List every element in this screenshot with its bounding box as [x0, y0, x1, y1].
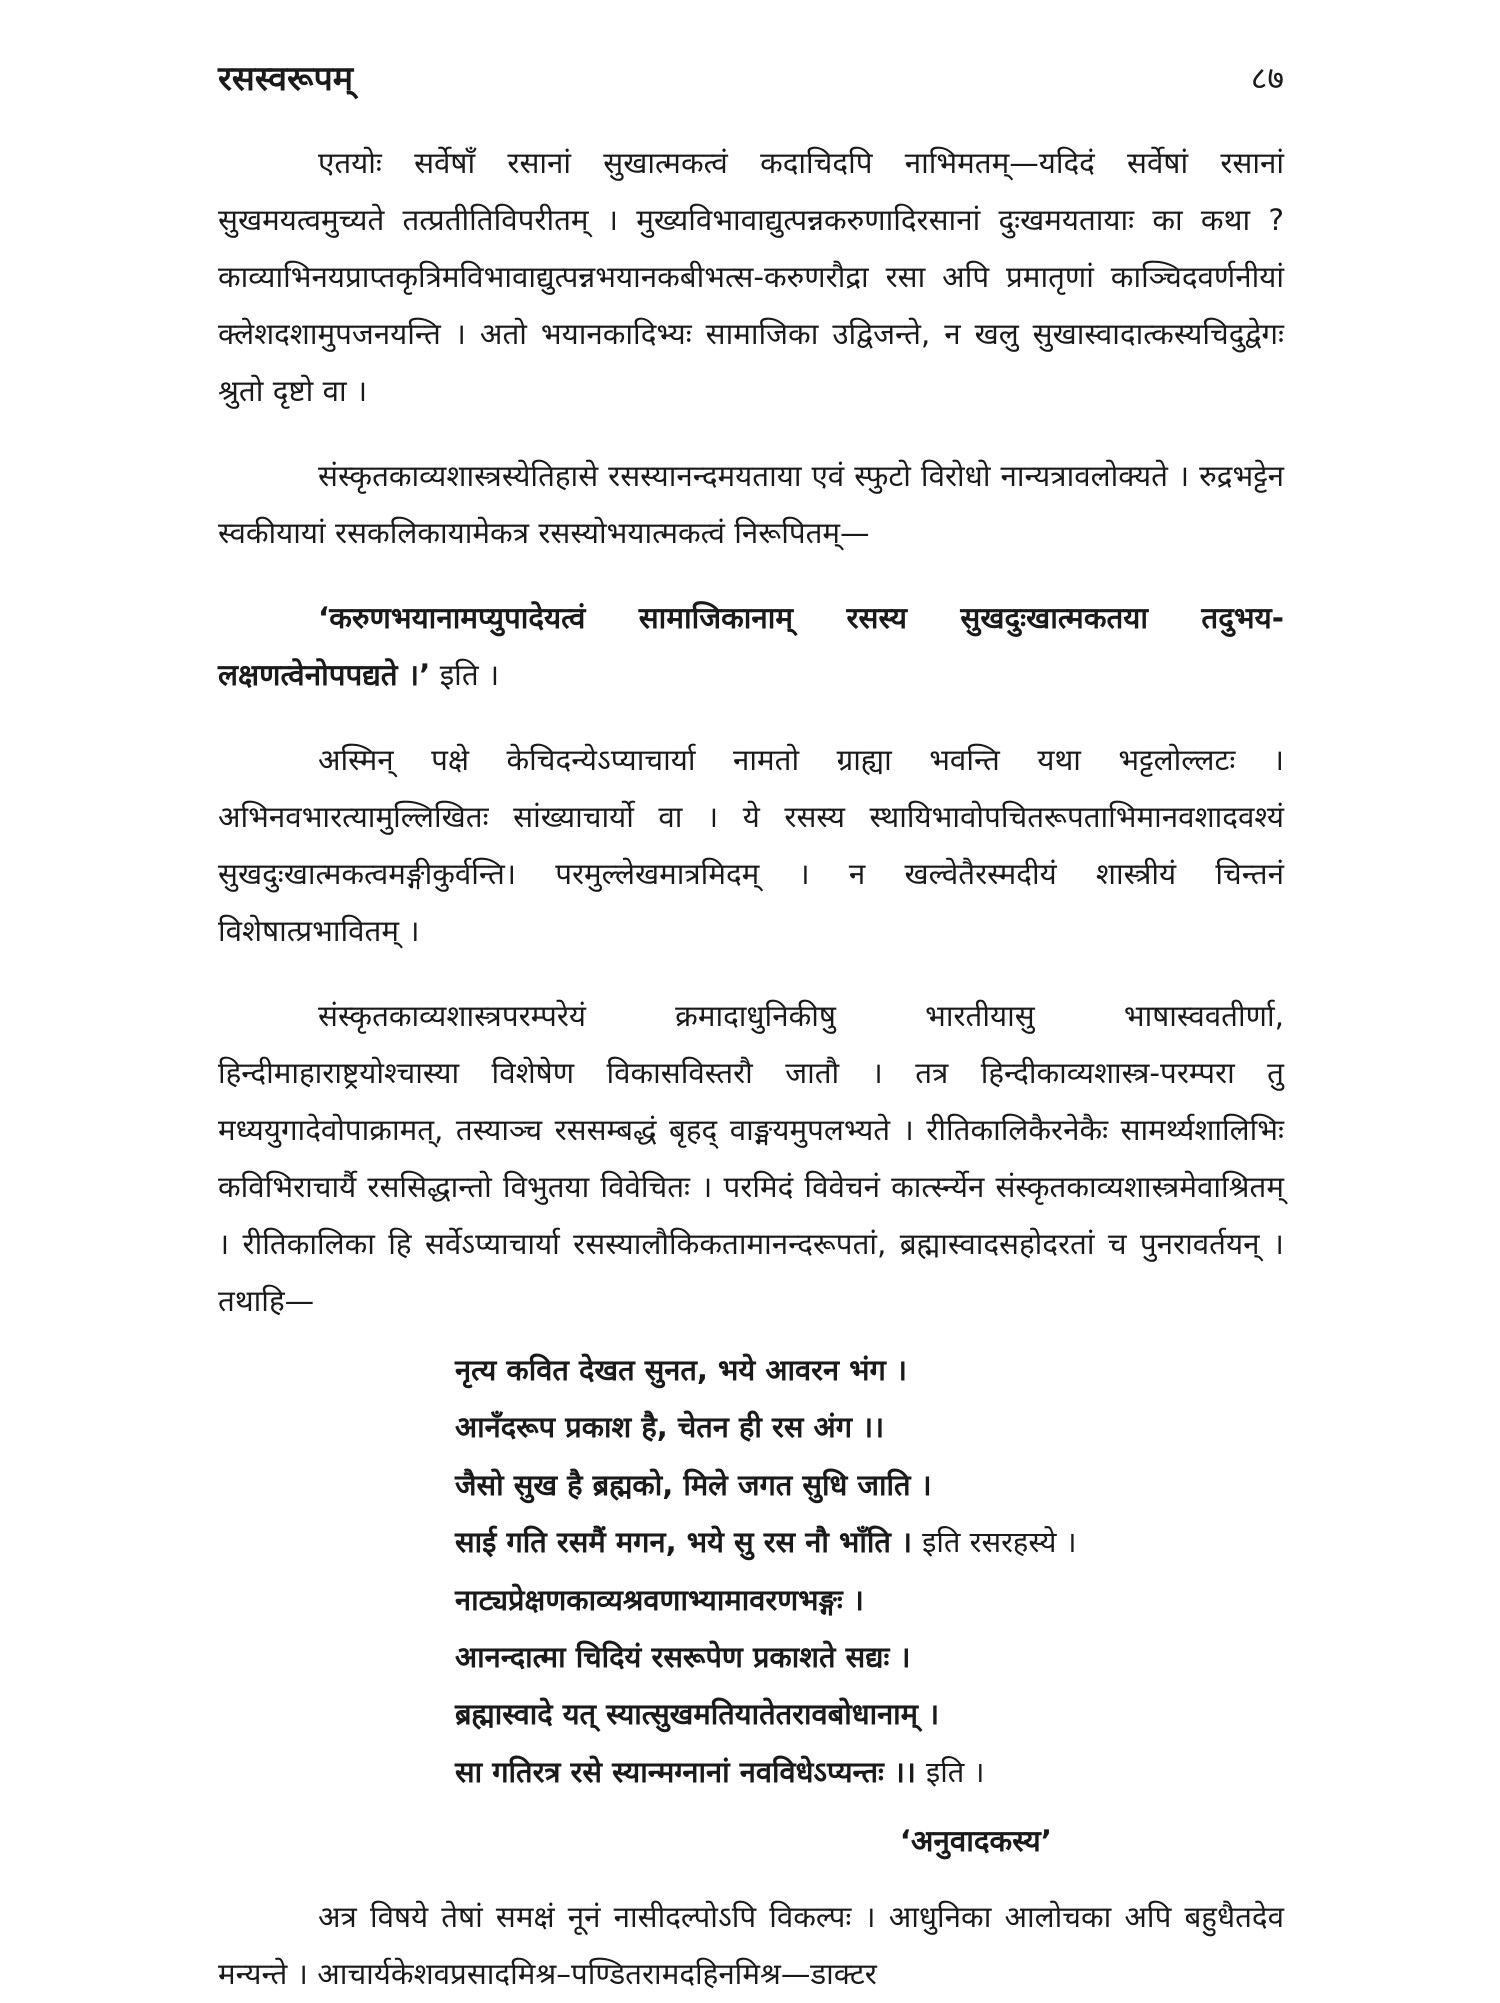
verse-line: जैसो सुख है ब्रह्मको, मिले जगत सुधि जाति ।: [455, 1467, 932, 1502]
quotation: [218, 590, 1284, 704]
verse-line: [455, 1514, 1284, 1571]
running-title: रसस्वरूपम्: [218, 59, 354, 99]
paragraph: एतयोः सर्वेषाँ रसानां सुखात्मकत्वं कदाचिदपि नाभिमतम्—यदिदं सर्वेषां रसानां सुखमयत्वमुच्यते तत्प्रतीतिविपरीतम् । मुख्यविभावाद्युत्पन्नकरुणादिरसानां दुःखमयतायाः का कथा ? काव्याभिनयप्राप्तकृत्रिमविभावाद्युत्पन्नभयानकबीभत्स-करुणरौद्रा रसा अपि प्रमातृणां काञ्चिदवर्णनीयां क्लेशदशामुपजनयन्ति । अतो भयानकादिभ्यः सामाजिका उद्विजन्ते, न खलु सुखास्वादात्कस्यचिदुद्वेगः श्रुतो दृष्टो वा ।: [218, 146, 1284, 408]
verse-line: आनँदरूप प्रकाश है, चेतन ही रस अंग ।।: [455, 1410, 885, 1445]
verse-text: साई गति रसमैं मगन, भये सु रस नौ भाँति ।: [455, 1525, 912, 1560]
quote-end: इति ।: [439, 658, 500, 692]
verse-line: नाट्यप्रेक्षणकाव्यश्रवणाभ्यामावरणभङ्गः ।: [455, 1582, 864, 1617]
page-body: [218, 135, 1284, 2003]
quote-text: ‘करुणभयानामप्युपादेयत्वं सामाजिकानाम् रसस्य सुखदुःखात्मकतया तदुभय-लक्षणत्वेनोपपद्यते ।’: [218, 601, 1284, 692]
verse-line: ब्रह्मास्वादे यत् स्यात्सुखमतियातेतरावबोधानाम् ।: [455, 1697, 940, 1732]
paragraph: अत्र विषये तेषां समक्षं नूनं नासीदल्पोऽपि विकल्पः । आधुनिका आलोचका अपि बहुधैतदेव मन्यन्ते । आचार्यकेशवप्रसादमिश्र–पण्डितरामदहिनमिश्र—डाक्टर: [218, 1900, 1284, 1992]
verse-line: आनन्दात्मा चिदियं रसरूपेण प्रकाशते सद्यः ।: [455, 1640, 911, 1675]
verse-block: [455, 1342, 1284, 1801]
paragraph: अस्मिन् पक्षे केचिदन्येऽप्याचार्या नामतो ग्राह्या भवन्ति यथा भट्टलोल्लटः । अभिनवभारत्यामुल्लिखितः सांख्याचार्यो वा । ये रसस्य स्थायिभावोपचितरूपताभिमानवशादवश्यं सुखदुःखात्मकत्वमङ्गीकुर्वन्ति। परमुल्लेखमात्रमिदम् । न खल्वेतैरस्मदीयं शास्त्रीयं चिन्तनं विशेषात्प्रभावितम् ।: [218, 743, 1284, 948]
verse-line: [455, 1744, 1284, 1801]
page-number: ८७: [1250, 58, 1284, 97]
verse-text: सा गतिरत्र रसे स्यान्मग्नानां नवविधेऽप्यन्तः ।।: [455, 1754, 916, 1789]
verse-source: इति ।: [926, 1754, 985, 1789]
verse-source: इति रसरहस्ये ।: [922, 1525, 1077, 1560]
paragraph: संस्कृतकाव्यशास्त्रपरम्परेयं क्रमादाधुनिकीषु भारतीयासु भाषास्ववतीर्णा, हिन्दीमाहाराष्ट्रयोश्चास्या विशेषेण विकासविस्तरौ जातौ । तत्र हिन्दीकाव्यशास्त्र-परम्परा तु मध्ययुगादेवोपाक्रामत्, तस्याञ्च रससम्बद्धं बृहद् वाङ्मयमुपलभ्यते । रीतिकालिकैरनेकैः सामर्थ्यशालिभिः कविभिराचार्यै रससिद्धान्तो विभुतया विवेचितः । परमिदं विवेचनं कार्त्स्न्येन संस्कृतकाव्यशास्त्रमेवाश्रितम् । रीतिकालिका हि सर्वेऽप्याचार्या रसस्यालौकिकतामानन्दरूपतां, ब्रह्मास्वादसहोदरतां च पुनरावर्तयन् । तथाहि—: [218, 999, 1284, 1318]
page-header: [218, 52, 1284, 102]
translator-attribution: ‘अनुवादकस्य’: [899, 1824, 1052, 1859]
verse-line: नृत्य कवित देखत सुनत, भये आवरन भंग ।: [455, 1353, 907, 1387]
paragraph: संस्कृतकाव्यशास्त्रस्येतिहासे रसस्यानन्दमयताया एवं स्फुटो विरोधो नान्यत्रावलोक्यते । रुद्रभट्टेन स्वकीयायां रसकलिकायामेकत्र रसस्योभयात्मकत्वं निरूपितम्—: [218, 459, 1284, 550]
